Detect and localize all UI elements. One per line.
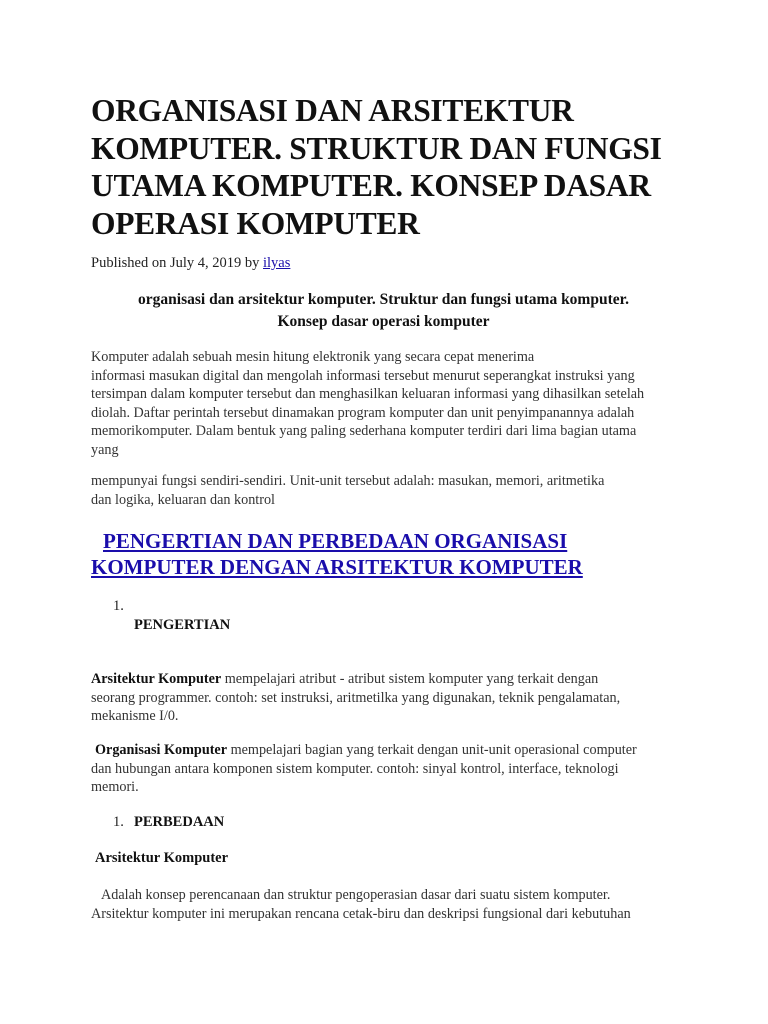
paragraph-line: seorang programmer. contoh: set instruksi, aritmetilka yang digunakan, teknik pengalamatan, <box>91 689 621 706</box>
subheading-line: Konsep dasar operasi komputer <box>277 313 490 330</box>
paragraph-line: diolah. Daftar perintah tersebut dinamakan program komputer dan unit penyimpanannya adalah <box>91 404 635 421</box>
arsitektur-heading: Arsitektur Komputer <box>95 850 229 866</box>
arsitektur-definition <box>91 670 620 726</box>
list-item-perbedaan: PERBEDAAN <box>134 814 225 830</box>
subheading-line: organisasi dan arsitektur komputer. Struktur dan fungsi utama komputer. <box>138 291 629 308</box>
paragraph-line: mempunyai fungsi sendiri-sendiri. Unit-unit tersebut adalah: masukan, memori, aritmetika <box>91 473 605 489</box>
list-item-pengertian: PENGERTIAN <box>134 617 231 633</box>
list-number: 1. <box>113 814 124 830</box>
paragraph-line: Adalah konsep perencanaan dan struktur pengoperasian dasar dari suatu sistem komputer. <box>101 887 611 903</box>
published-date-text: Published on July 4, 2019 by <box>91 255 263 271</box>
author-link[interactable]: ilyas <box>263 255 291 271</box>
paragraph-line: dan hubungan antara komponen sistem komputer. contoh: sinyal kontrol, interface, teknologi <box>91 760 619 777</box>
arsitektur-description <box>91 886 631 923</box>
paragraph-line: Arsitektur Komputer mempelajari atribut - atribut sistem komputer yang terkait dengan <box>91 671 599 687</box>
section-heading-line[interactable]: PENGERTIAN DAN PERBEDAAN ORGANISASI <box>103 529 568 553</box>
list-number: 1. <box>113 598 124 614</box>
article-title: ORGANISASI DAN ARSITEKTUR KOMPUTER. STRUKTUR DAN FUNGSI UTAMA KOMPUTER. KONSEP DASAR OPERASI KOMPUTER <box>91 93 662 241</box>
paragraph-line: tersimpan dalam komputer tersebut dan menghasilkan keluaran informasi yang dihasilkan setelah <box>91 386 645 402</box>
paragraph-line: memori. <box>91 779 139 795</box>
paragraph-line: Komputer adalah sebuah mesin hitung elektronik yang secara cepat menerima <box>91 349 535 365</box>
paragraph-line: memorikomputer. Dalam bentuk yang paling sederhana komputer terdiri dari lima bagian utama <box>91 423 637 439</box>
section-heading-line[interactable]: KOMPUTER DENGAN ARSITEKTUR KOMPUTER <box>91 555 583 579</box>
paragraph-line: yang <box>91 441 119 458</box>
article-subheading <box>91 289 676 333</box>
paragraph-line: Arsitektur komputer ini merupakan rencana cetak-biru dan deskripsi fungsional dari kebutuhan <box>91 905 631 922</box>
paragraph-line: informasi masukan digital dan mengolah informasi tersebut menurut seperangkat instruksi yang <box>91 367 635 384</box>
intro-paragraph-2 <box>91 472 604 509</box>
paragraph-line: dan logika, keluaran dan kontrol <box>91 491 275 508</box>
organisasi-definition <box>91 741 637 797</box>
intro-paragraph <box>91 348 644 459</box>
paragraph-line: Organisasi Komputer mempelajari bagian yang terkait dengan unit-unit operasional computer <box>95 742 637 758</box>
term-arsitektur: Arsitektur Komputer <box>91 671 222 687</box>
section-heading-link[interactable] <box>91 528 583 580</box>
term-organisasi: Organisasi Komputer <box>95 742 228 758</box>
publish-info <box>91 255 290 272</box>
paragraph-line: mekanisme I/0. <box>91 708 179 724</box>
